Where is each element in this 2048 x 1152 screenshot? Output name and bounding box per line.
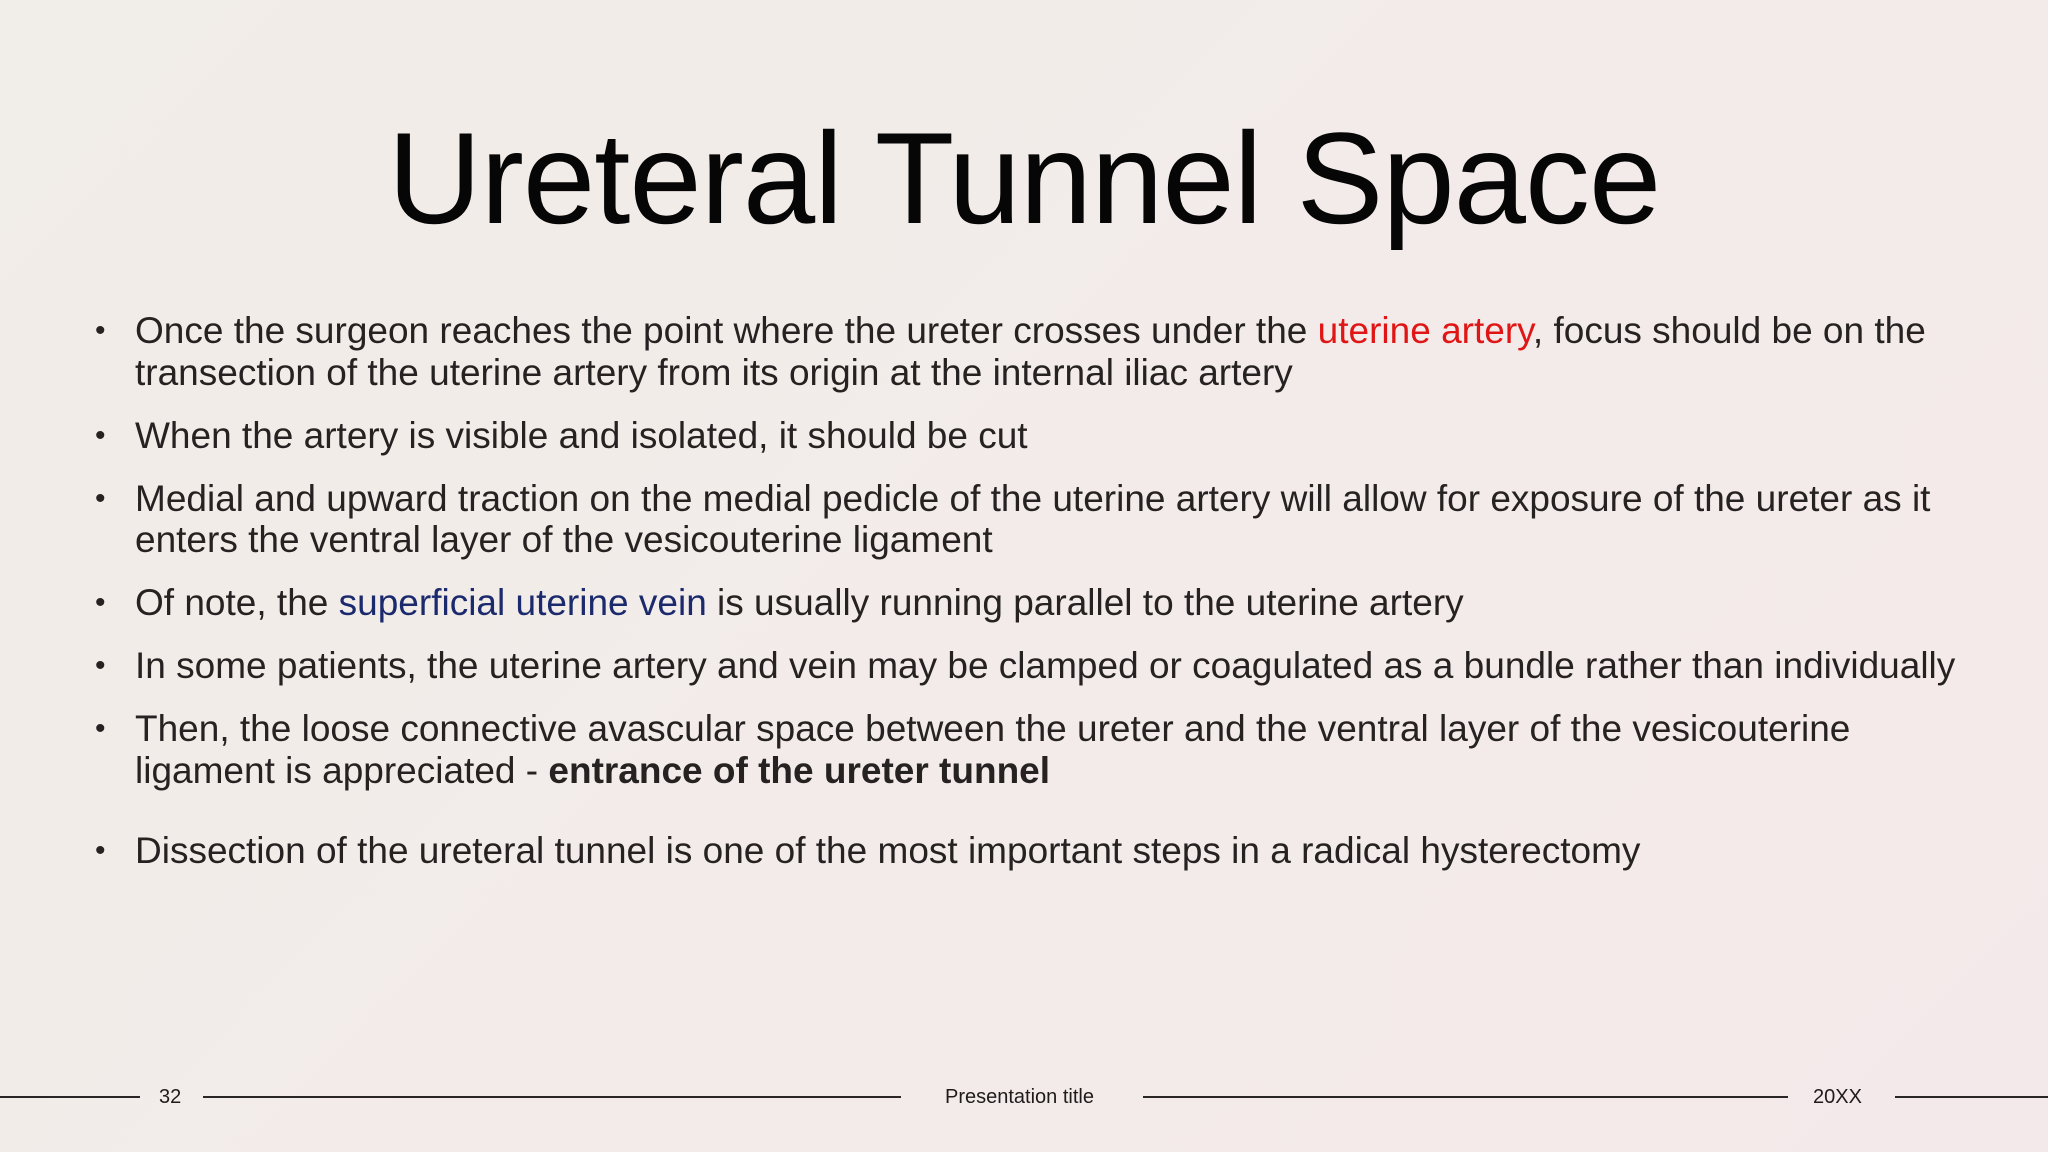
highlighted-term: superficial uterine vein bbox=[338, 582, 707, 623]
bullet-icon: • bbox=[95, 481, 106, 515]
bullet-icon: • bbox=[95, 586, 106, 619]
bullet-icon: • bbox=[95, 712, 106, 745]
bullet-item bbox=[95, 830, 1975, 872]
presentation-title: Presentation title bbox=[945, 1086, 1094, 1108]
bullet-icon: • bbox=[95, 314, 106, 347]
footer-divider bbox=[1143, 1096, 1788, 1098]
bullet-text-segment: Medial and upward traction on the medial pedicle of the uterine artery will allow for exposure of the ureter as it enters the ventral layer of the vesicouterine ligament bbox=[135, 477, 1931, 560]
bullet-icon: • bbox=[95, 418, 106, 452]
bullet-item bbox=[95, 645, 1975, 687]
bullet-item bbox=[95, 582, 1975, 624]
bullet-text-segment: In some patients, the uterine artery and vein may be clamped or coagulated as a bundle rather than individually bbox=[135, 645, 1956, 686]
bullet-item bbox=[95, 478, 1975, 561]
footer-divider bbox=[203, 1096, 901, 1098]
bullet-text-segment: When the artery is visible and isolated, it should be cut bbox=[135, 414, 1028, 456]
bullet-text-segment: , focus should be on the transection of the uterine artery from its origin at the internal iliac artery bbox=[135, 310, 1926, 393]
footer-divider bbox=[0, 1096, 140, 1098]
bullet-item bbox=[95, 415, 1975, 457]
bullet-text-segment: Once the surgeon reaches the point where the ureter crosses under the bbox=[135, 310, 1318, 351]
footer-divider bbox=[1895, 1096, 2048, 1098]
bullet-text-segment: Of note, the bbox=[135, 582, 339, 623]
bullet-item bbox=[95, 310, 1975, 393]
emphasized-phrase: entrance of the ureter tunnel bbox=[548, 749, 1051, 791]
bullet-text-segment: is usually running parallel to the uterine artery bbox=[706, 582, 1464, 623]
highlighted-term: uterine artery bbox=[1317, 310, 1533, 351]
bullet-icon: • bbox=[95, 649, 106, 682]
bullet-icon: • bbox=[95, 834, 106, 867]
slide-title: Ureteral Tunnel Space bbox=[387, 105, 1661, 251]
footer-year: 20XX bbox=[1813, 1086, 1862, 1108]
bullet-item bbox=[95, 708, 1975, 791]
slide-footer bbox=[0, 1082, 2048, 1112]
bullet-text-segment: Then, the loose connective avascular space between the ureter and the ventral layer of the vesicouterine ligament is appreciated - bbox=[135, 708, 1851, 791]
page-number: 32 bbox=[159, 1086, 182, 1108]
bullet-list bbox=[95, 310, 1975, 893]
bullet-text-segment: Dissection of the ureteral tunnel is one of the most important steps in a radical hysterectomy bbox=[135, 830, 1641, 871]
